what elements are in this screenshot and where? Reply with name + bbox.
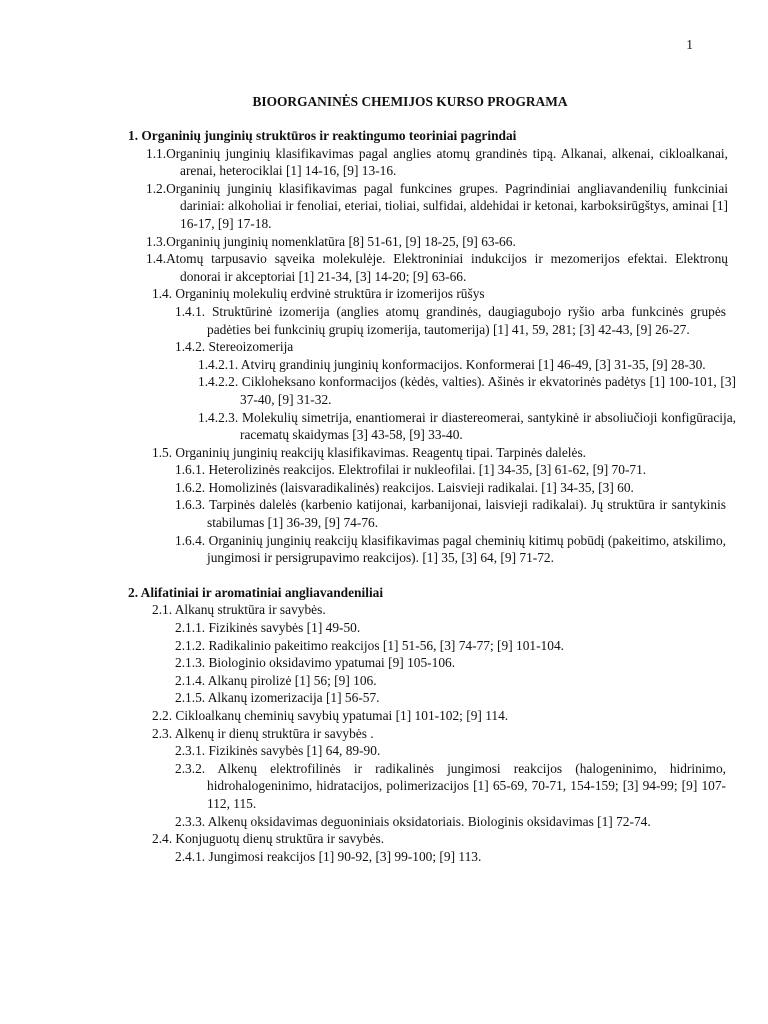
outline-item: 2.3.3. Alkenų oksidavimas deguoniniais oksidatoriais. Biologinis oksidavimas [1] 72-74. [175,813,651,829]
outline-item: 1.4.2.1. Atvirų grandinių junginių konformacijos. Konformerai [1] 46-49, [3] 31-35, [9] 28-30. [198,356,706,372]
outline-item: 1.6.1. Heterolizinės reakcijos. Elektrofilai ir nukleofilai. [1] 34-35, [3] 61-62, [9] 70-71. [175,462,647,478]
outline-item: 2.1.2. Radikalinio pakeitimo reakcijos [1] 51-56, [3] 74-77; [9] 101-104. [175,637,564,653]
outline-item: 1.3.Organinių junginių nomenklatūra [8] 51-61, [9] 18-25, [9] 63-66. [146,233,516,249]
section-heading: 1. Organinių junginių struktūros ir reaktingumo teoriniai pagrindai [128,128,517,143]
outline-item: 2.3.1. Fizikinės savybės [1] 64, 89-90. [175,743,381,759]
outline-item: 2.1.3. Biologinio oksidavimo ypatumai [9] 105-106. [175,655,456,671]
outline-item: 1.4.2.3. Molekulių simetrija, enantiomerai ir diastereomerai, santykinė ir absoliučioji konfigūracija, racematų skaidymas [3] 43-58, [9] 33-40. [198,409,736,443]
section-1 [0,127,768,567]
outline-item: 2.3.2. Alkenų elektrofilinės ir radikalinės jungimosi reakcijos (halogeninimo, hidrinimo, hidrohalogeninimo, hidratacijos, polimerizacijos [1] 65-69, 70-71, 154-159; [3] 94-99; [9] 107-112, 115. [175,760,726,811]
outline-item: 2.1.5. Alkanų izomerizacija [1] 56-57. [175,690,380,706]
outline-item: 1.5. Organinių junginių reakcijų klasifikavimas. Reagentų tipai. Tarpinės dalelės. [152,444,587,460]
program-outline [0,127,768,865]
outline-item: 1.6.3. Tarpinės dalelės (karbenio katijonai, karbanijonai, laisvieji radikalai). Jų struktūra ir santykinis stabilumas [1] 36-39, [9] 74-76. [175,497,726,531]
outline-item: 1.4.1. Struktūrinė izomerija (anglies atomų grandinės, daugiagubojo ryšio arba funkcinės grupės padėties bei funkcinių grupių izomerija, tautomerija) [1] 41, 59, 281; [3] 42-43, [9] 26-27. [175,303,726,337]
section-2 [0,584,768,866]
outline-item: 2.2. Cikloalkanų cheminių savybių ypatumai [1] 101-102; [9] 114. [152,708,509,723]
outline-item: 2.4.1. Jungimosi reakcijos [1] 90-92, [3] 99-100; [9] 113. [175,848,482,864]
outline-item: 2.3. Alkenų ir dienų struktūra ir savybės . [152,725,374,741]
outline-item: 1.6.2. Homolizinės (laisvaradikalinės) reakcijos. Laisvieji radikalai. [1] 34-35, [3] 60. [175,479,634,495]
outline-item: 1.4.2. Stereoizomerija [175,339,294,355]
outline-item: 2.4. Konjuguotų dienų struktūra ir savybės. [152,831,385,847]
outline-item: 2.1.4. Alkanų pirolizė [1] 56; [9] 106. [175,672,377,688]
outline-item: 2.1.1. Fizikinės savybės [1] 49-50. [175,620,361,636]
outline-item: 1.2.Organinių junginių klasifikavimas pagal funkcines grupes. Pagrindiniai angliavandenilių funkciniai dariniai: alkoholiai ir fenoliai, eteriai, tioliai, sulfidai, aldehidai ir ketonai, karboksirūgštys, aminai [1] 16-17, [9] 17-18. [146,180,728,231]
outline-item: 1.4.Atomų tarpusavio sąveika molekulėje. Elektroniniai indukcijos ir mezomerijos efektai. Elektronų donorai ir akceptoriai [1] 21-34, [3] 14-20; [9] 63-66. [146,251,728,284]
outline-item: 2.1. Alkanų struktūra ir savybės. [152,602,326,618]
page-number: 1 [686,37,693,52]
section-heading: 2. Alifatiniai ir aromatiniai angliavandeniliai [128,584,384,600]
outline-item: 1.1.Organinių junginių klasifikavimas pagal anglies atomų grandinės tipą. Alkanai, alkenai, cikloalkanai, arenai, heterociklai [1] 14-16, [9] 13-16. [146,145,728,179]
outline-item: 1.4.2.2. Cikloheksano konformacijos (kėdės, valties). Ašinės ir ekvatorinės padėtys [1] 100-101, [3] 37-40, [9] 31-32. [198,374,736,407]
outline-item: 1.6.4. Organinių junginių reakcijų klasifikavimas pagal cheminių kitimų pobūdį (pakeitimo, atskilimo, jungimosi ir persigrupavimo reakcijos). [1] 35, [3] 64, [9] 71-72. [175,532,726,566]
outline-item: 1.4. Organinių molekulių erdvinė struktūra ir izomerijos rūšys [152,286,485,302]
page-title: BIOORGANINĖS CHEMIJOS KURSO PROGRAMA [252,94,568,109]
